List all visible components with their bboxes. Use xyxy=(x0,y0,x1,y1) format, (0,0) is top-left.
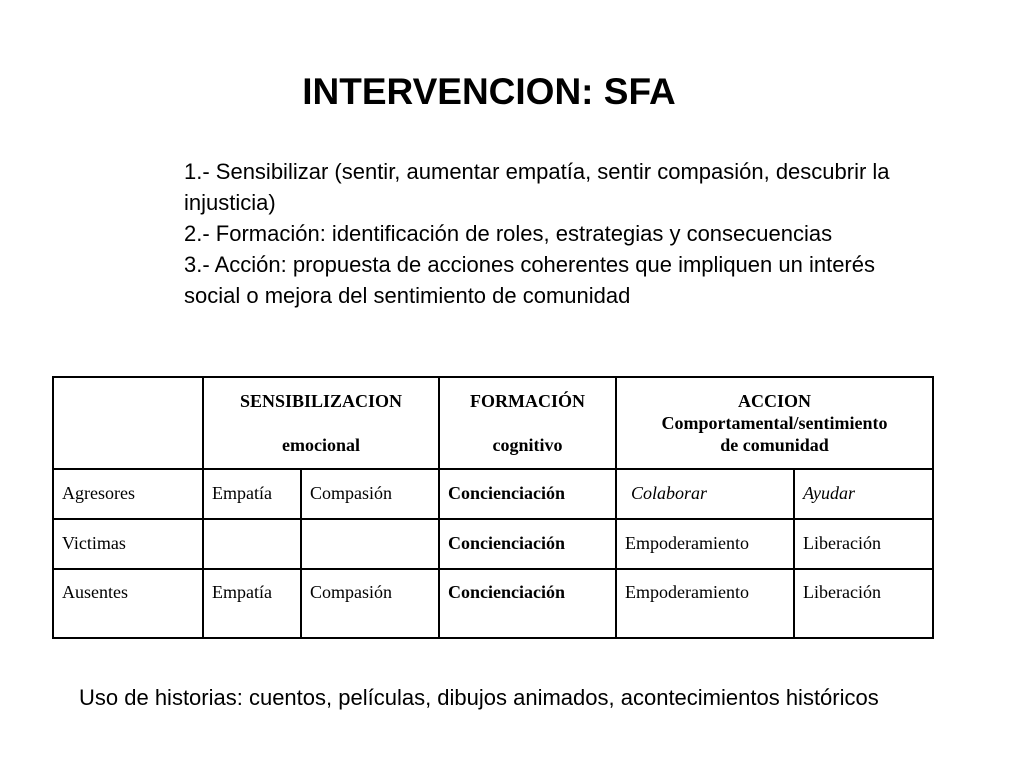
table-row-victimas xyxy=(53,519,933,569)
header-accion-sub1: Comportamental/sentimiento xyxy=(661,413,888,434)
sfa-table xyxy=(52,376,934,639)
header-accion-title: ACCION xyxy=(737,391,811,412)
cell-accion-1: Empoderamiento xyxy=(616,569,794,638)
table-row-ausentes xyxy=(53,569,933,638)
header-formacion-sub: cognitivo xyxy=(492,435,563,456)
cell-compasion: Compasión xyxy=(301,469,439,519)
cell-empatia xyxy=(203,519,301,569)
cell-compasion: Compasión xyxy=(301,569,439,638)
header-accion-sub2: de comunidad xyxy=(720,435,829,456)
cell-accion-2: Ayudar xyxy=(794,469,933,519)
step-accion: 3.- Acción: propuesta de acciones coherentes que impliquen un interés social o mejora del sentimiento de comunidad xyxy=(184,252,875,308)
step-formacion: 2.- Formación: identificación de roles, estrategias y consecuencias xyxy=(184,221,833,246)
cell-empatia: Empatía xyxy=(203,569,301,638)
cell-formacion: Concienciación xyxy=(439,519,616,569)
cell-formacion: Concienciación xyxy=(439,569,616,638)
cell-formacion: Concienciación xyxy=(439,469,616,519)
row-label: Victimas xyxy=(53,519,203,569)
row-label: Agresores xyxy=(53,469,203,519)
intervention-steps xyxy=(184,156,904,311)
header-corner-cell xyxy=(53,377,203,469)
step-sensibilizar: 1.- Sensibilizar (sentir, aumentar empatía, sentir compasión, descubrir la injusticia) xyxy=(184,159,890,215)
header-sensibilizacion xyxy=(203,377,439,469)
header-formacion xyxy=(439,377,616,469)
table-header-row xyxy=(53,377,933,469)
cell-accion-2: Liberación xyxy=(794,569,933,638)
cell-accion-2: Liberación xyxy=(794,519,933,569)
cell-empatia: Empatía xyxy=(203,469,301,519)
cell-accion-1: Colaborar xyxy=(616,469,794,519)
footer-note: Uso de historias: cuentos, películas, dibujos animados, acontecimientos históricos xyxy=(79,685,879,710)
header-formacion-title: FORMACIÓN xyxy=(470,391,585,412)
cell-accion-1: Empoderamiento xyxy=(616,519,794,569)
page-title: INTERVENCION: SFA xyxy=(302,71,676,112)
header-sensibilizacion-title: SENSIBILIZACION xyxy=(239,391,403,412)
table-row-agresores xyxy=(53,469,933,519)
header-sensibilizacion-sub: emocional xyxy=(282,435,360,456)
cell-compasion xyxy=(301,519,439,569)
row-label: Ausentes xyxy=(53,569,203,638)
header-accion xyxy=(616,377,933,469)
